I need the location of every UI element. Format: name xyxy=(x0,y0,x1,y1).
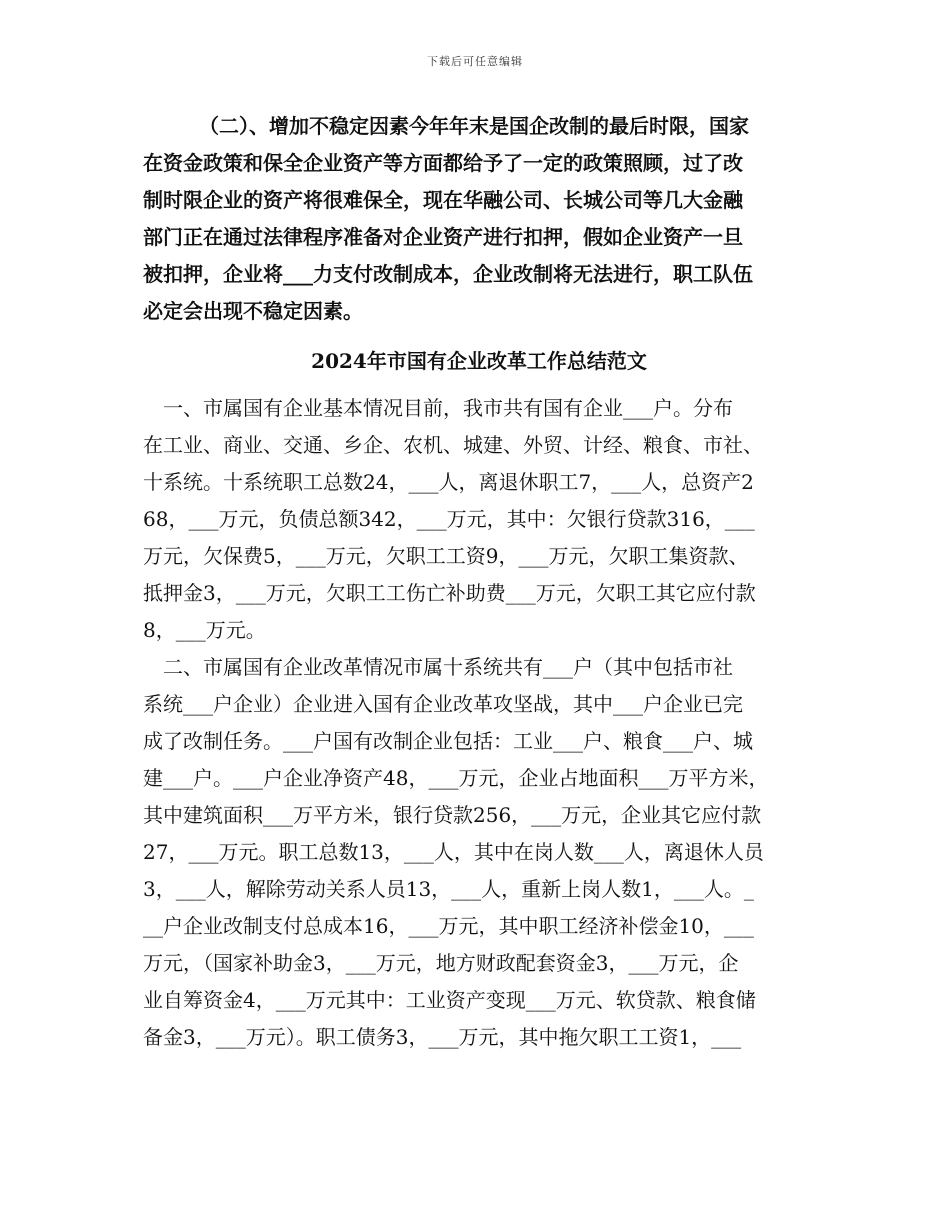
text-line: 8，___万元。 xyxy=(143,618,266,642)
text-line: 制时限企业的资产将很难保全，现在华融公司、长城公司等几大金融 xyxy=(143,188,743,212)
text-line: 万元，欠保费5，___万元，欠职工工资9，___万元，欠职工集资款、 xyxy=(143,544,749,568)
text-line: 二、市属国有企业改革情况市属十系统共有___户（其中包括市社 xyxy=(163,655,733,679)
paragraph-two xyxy=(143,649,815,1056)
page-header: 下载后可任意编辑 xyxy=(427,55,523,68)
text-line: 在资金政策和保全企业资产等方面都给予了一定的政策照顾，过了改 xyxy=(143,151,743,175)
text-line: 68，___万元，负债总额342，___万元，其中：欠银行贷款316，___ xyxy=(143,507,755,531)
text-line: （二）、增加不稳定因素今年年末是国企改制的最后时限，国家 xyxy=(199,114,749,138)
text-line: 在工业、商业、交通、乡企、农机、城建、外贸、计经、粮食、市社、 xyxy=(143,433,763,457)
text-line: 一、市属国有企业基本情况目前，我市共有国有企业___户。分布 xyxy=(163,396,733,420)
text-line: 建___户。___户企业净资产48，___万元，企业占地面积___万平方米， xyxy=(143,766,769,790)
section-two-paragraph xyxy=(143,108,815,330)
text-line: 被扣押，企业将___力支付改制成本，企业改制将无法进行，职工队伍 xyxy=(143,262,753,286)
text-line: 万元，（国家补助金3，___万元，地方财政配套资金3，___万元，企 xyxy=(143,951,739,975)
paragraph-one xyxy=(143,390,815,649)
text-line: __户企业改制支付总成本16，___万元，其中职工经济补偿金10，___ xyxy=(143,914,754,938)
text-line: 27，___万元。职工总数13，___人，其中在岗人数___人，离退休人员 xyxy=(143,840,764,864)
text-line: 抵押金3，___万元，欠职工工伤亡补助费___万元，欠职工其它应付款 xyxy=(143,581,756,605)
text-line: 必定会出现不稳定因素。 xyxy=(143,299,363,323)
text-line: 部门正在通过法律程序准备对企业资产进行扣押，假如企业资产一旦 xyxy=(143,225,743,249)
text-line: 十系统。十系统职工总数24，___人，离退休职工7，___人，总资产2 xyxy=(143,470,754,494)
text-line: 系统___户企业）企业进入国有企业改革攻坚战，其中___户企业已完 xyxy=(143,692,743,716)
text-line: 成了改制任务。___户国有改制企业包括：工业___户、粮食___户、城 xyxy=(143,729,753,753)
text-line: 业自筹资金4，___万元其中：工业资产变现___万元、软贷款、粮食储 xyxy=(143,988,756,1012)
document-title: 2024年市国有企业改革工作总结范文 xyxy=(311,349,647,373)
text-line: 备金3，___万元）。职工债务3，___万元，其中拖欠职工工资1，___ xyxy=(143,1025,742,1049)
document-body xyxy=(143,108,815,1056)
text-line: 其中建筑面积___万平方米，银行贷款256，___万元，企业其它应付款 xyxy=(143,803,762,827)
text-line: 3，___人，解除劳动关系人员13，___人，重新上岗人数1，___人。_ xyxy=(143,877,754,901)
